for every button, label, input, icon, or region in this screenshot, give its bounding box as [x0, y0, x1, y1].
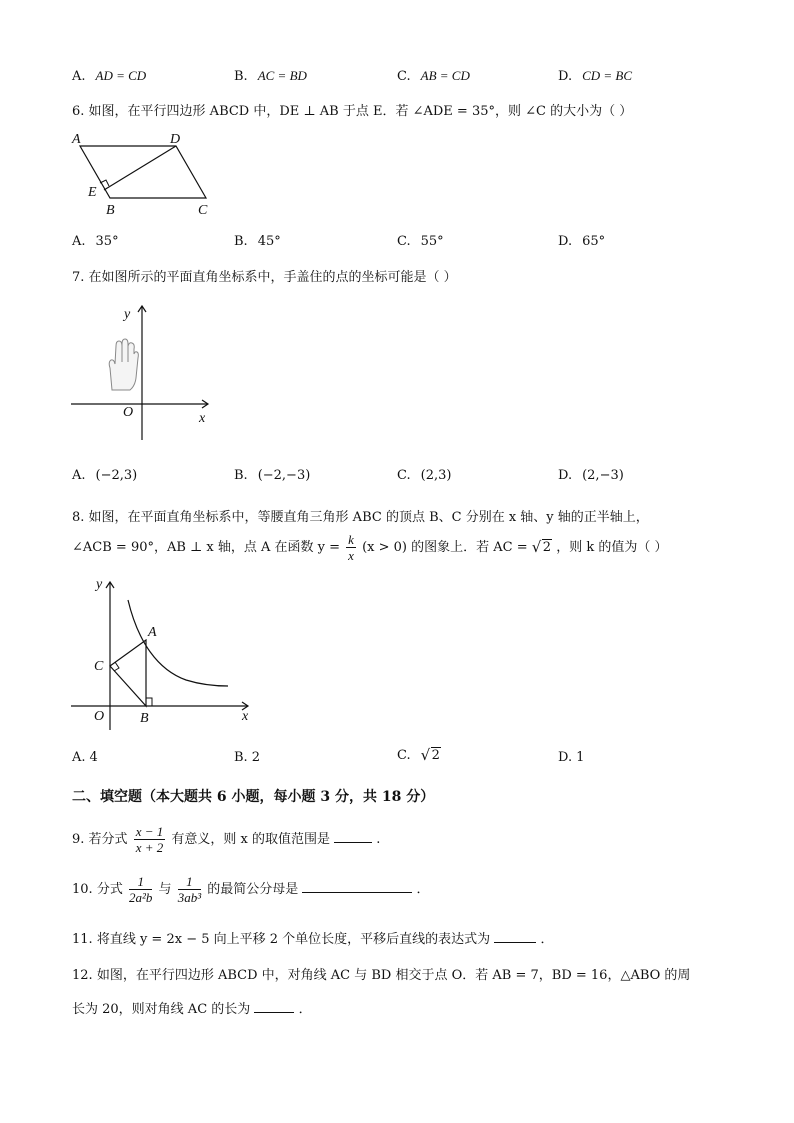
question-text: 在如图所示的平面直角坐标系中，手盖住的点的坐标可能是（ ） [88, 270, 457, 285]
label-y: y [124, 307, 131, 322]
option-key: D. [558, 234, 573, 249]
label-x: x [242, 709, 249, 724]
question-text-b: (x > 0) 的图象上．若 AC = [362, 540, 528, 555]
option-text: CD = BC [582, 68, 633, 83]
question-text-end: . [376, 832, 381, 847]
question-text: 如图，在平面直角坐标系中，等腰直角三角形 ABC 的顶点 B、C 分别在 x 轴、y 轴的正半轴上， [88, 510, 649, 525]
label-c: C [94, 659, 104, 674]
option-text: 4 [89, 750, 98, 765]
label-e: E [88, 185, 97, 200]
answer-blank[interactable] [302, 880, 412, 893]
question-text-pre: 若分式 [88, 832, 128, 847]
q7-option-a[interactable] [72, 468, 137, 483]
fraction-expression [134, 824, 166, 855]
answer-blank[interactable] [254, 1000, 294, 1013]
option-text: (−2,−3) [257, 468, 311, 483]
question-text: 如图，在平行四边形 ABCD 中，对角线 AC 与 BD 相交于点 O．若 AB = 7，BD = 16，△ABO 的周 [96, 968, 691, 983]
option-text: 45° [257, 234, 281, 249]
option-key: C. [397, 234, 411, 249]
option-key: A. [72, 69, 86, 84]
q6-stem [72, 100, 632, 119]
fraction-denominator: x + 2 [135, 840, 164, 855]
q8-option-b[interactable] [234, 750, 260, 765]
option-key: B. [234, 69, 248, 84]
question-number: 7. [72, 270, 85, 285]
option-text: (2,−3) [582, 468, 624, 483]
fraction-first [129, 874, 152, 905]
option-key: B. [234, 234, 248, 249]
q10 [72, 874, 430, 905]
right-angle-mark-b [146, 698, 152, 706]
question-text-post: 的最简公分母是 [207, 882, 299, 897]
segment-de [104, 146, 176, 190]
fraction-denominator: 2a²b [128, 890, 153, 905]
answer-blank[interactable] [334, 830, 372, 843]
option-key: B. [234, 750, 248, 765]
q8-option-d[interactable] [558, 750, 584, 765]
question-text: 长为 20，则对角线 AC 的长为 [72, 1002, 251, 1017]
fraction-k-over-x [346, 532, 356, 563]
label-c: C [198, 203, 208, 218]
fraction-numerator: 1 [129, 874, 152, 890]
q5-option-a[interactable] [72, 68, 146, 84]
q5-option-d[interactable] [558, 68, 632, 84]
q8-coordinate-figure [66, 572, 262, 732]
q8-stem-line2 [72, 532, 667, 563]
option-text: 1 [576, 750, 585, 765]
q5-option-c[interactable] [397, 68, 470, 84]
question-text-end: ． [298, 1002, 312, 1017]
q12-line2 [72, 998, 312, 1017]
q7-option-b[interactable] [234, 468, 310, 483]
fraction-second [178, 874, 201, 905]
question-text: 将直线 y = 2x − 5 向上平移 2 个单位长度，平移后直线的表达式为 [96, 932, 491, 947]
sqrt-expression [421, 748, 441, 763]
label-b: B [106, 203, 115, 218]
sqrt-radicand: 2 [542, 540, 552, 555]
hand-icon [109, 339, 138, 390]
question-number: 8. [72, 510, 85, 525]
answer-blank[interactable] [494, 930, 536, 943]
option-key: D. [558, 69, 573, 84]
right-angle-mark-c [114, 662, 119, 671]
option-text: 35° [95, 234, 119, 249]
label-origin: O [94, 709, 105, 724]
q12-line1 [72, 964, 690, 983]
label-a: A [148, 625, 157, 640]
question-text-post: 有意义，则 x 的取值范围是 [171, 832, 330, 847]
question-text: 如图，在平行四边形 ABCD 中，DE ⊥ AB 于点 E．若 ∠ADE = 35°，则 ∠C 的大小为（ ） [88, 104, 633, 119]
question-number: 6. [72, 104, 85, 119]
option-key: B. [234, 468, 248, 483]
q8-stem-line1 [72, 506, 649, 525]
q6-option-c[interactable] [397, 234, 444, 249]
option-text: 2 [251, 750, 260, 765]
label-d: D [170, 132, 181, 147]
q7-option-d[interactable] [558, 468, 624, 483]
fraction-numerator: 1 [178, 874, 201, 890]
label-origin: O [123, 405, 134, 420]
option-key: D. [558, 468, 573, 483]
option-key: C. [397, 748, 411, 763]
question-text-c: ，则 k 的值为（ ） [556, 540, 668, 555]
sqrt-radicand: 2 [431, 748, 440, 763]
q7-coordinate-figure [66, 298, 226, 448]
q6-option-a[interactable] [72, 234, 119, 249]
q8-option-a[interactable] [72, 750, 98, 765]
fraction-denominator: 3ab³ [177, 890, 202, 905]
question-number: 12. [72, 968, 93, 983]
question-number: 11. [72, 932, 93, 947]
question-number: 9. [72, 832, 85, 847]
q7-stem [72, 266, 457, 285]
question-number: 10. [72, 882, 93, 897]
option-key: A. [72, 750, 86, 765]
q11 [72, 928, 553, 947]
question-text-end: ． [416, 882, 430, 897]
label-y: y [96, 577, 103, 592]
q6-option-b[interactable] [234, 234, 281, 249]
question-text-mid: 与 [158, 882, 172, 897]
hyperbola-curve [128, 600, 228, 686]
label-x: x [199, 411, 206, 426]
option-text: (−2,3) [95, 468, 138, 483]
q5-option-b[interactable] [234, 68, 307, 84]
option-text: 65° [582, 234, 606, 249]
option-key: A. [72, 468, 86, 483]
triangle-abc [110, 640, 146, 706]
option-key: C. [397, 468, 411, 483]
q7-option-c[interactable] [397, 468, 451, 483]
question-text-a: ∠ACB = 90°，AB ⊥ x 轴，点 A 在函数 y = [72, 540, 341, 555]
option-text: AD = CD [95, 68, 147, 83]
sqrt-expression [532, 540, 552, 555]
fraction-numerator: x − 1 [135, 824, 164, 839]
fraction-numerator: k [348, 532, 354, 547]
option-text: AB = CD [420, 68, 470, 83]
q6-parallelogram-figure [66, 128, 226, 220]
question-text-pre: 分式 [96, 882, 123, 897]
option-text: AC = BD [257, 68, 307, 83]
q6-option-d[interactable] [558, 234, 605, 249]
option-key: A. [72, 234, 86, 249]
q8-option-c[interactable] [397, 748, 441, 763]
fraction-denominator: x [348, 548, 354, 563]
option-text: 55° [420, 234, 444, 249]
section-heading: 二、填空题（本大题共 6 小题，每小题 3 分，共 18 分） [72, 789, 435, 805]
label-a: A [72, 132, 81, 147]
question-text-end: ． [540, 932, 554, 947]
parallelogram-abcd [80, 146, 206, 198]
q9 [72, 824, 380, 855]
option-key: D. [558, 750, 573, 765]
option-text: (2,3) [420, 468, 452, 483]
option-key: C. [397, 69, 411, 84]
label-b: B [140, 711, 149, 726]
